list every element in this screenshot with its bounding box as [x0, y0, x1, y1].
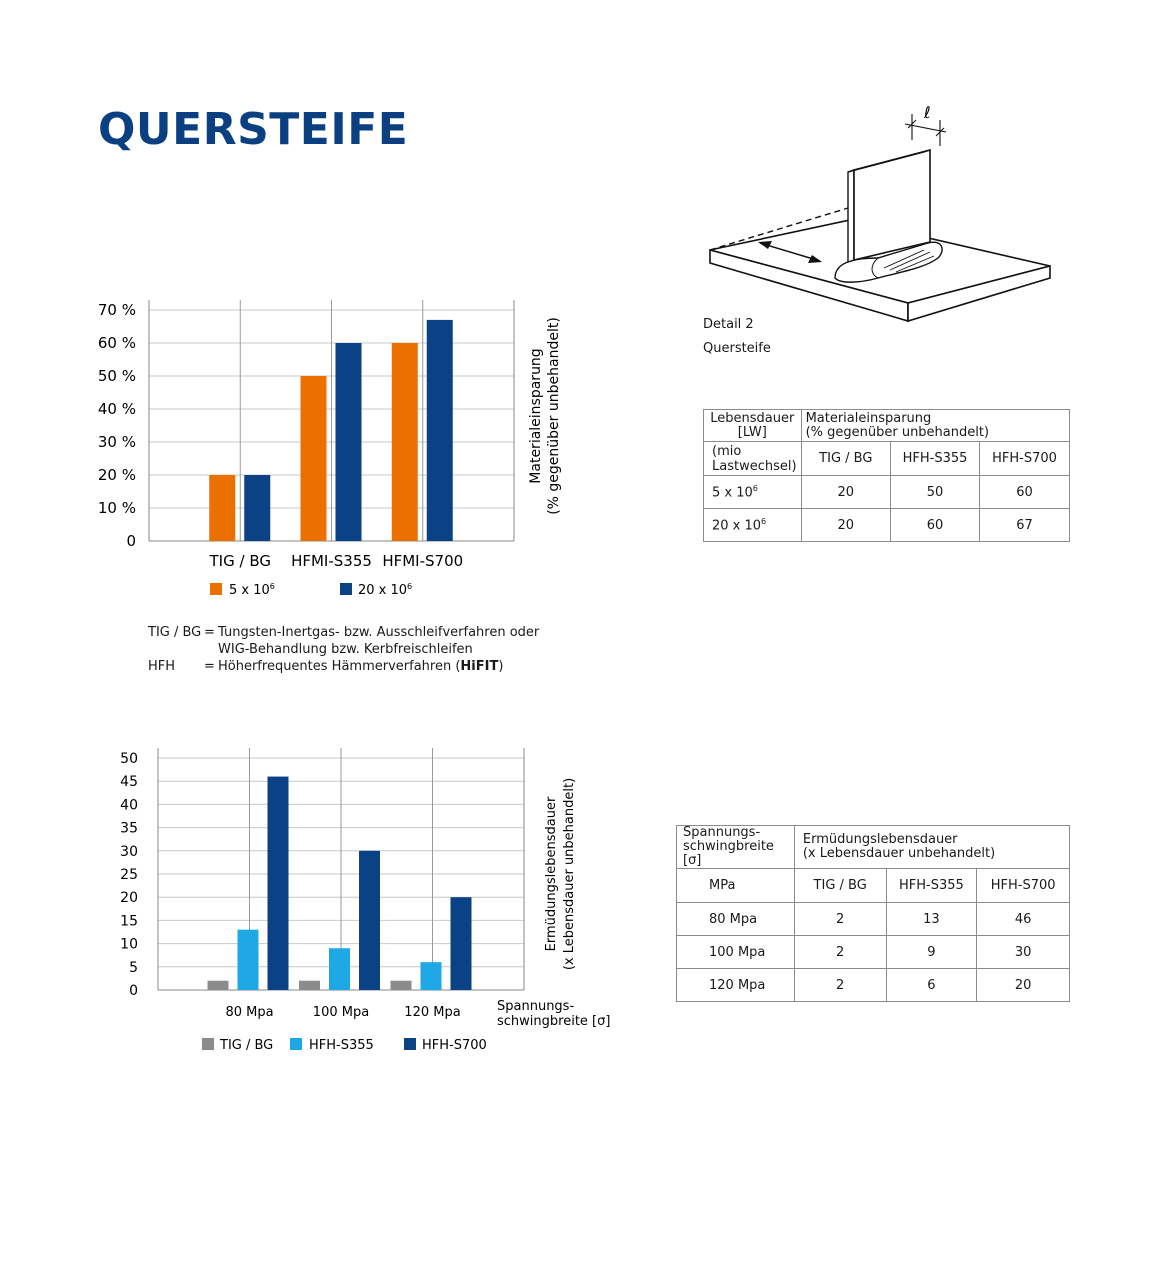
table2-col-header: TIG / BG — [794, 869, 886, 903]
chart2-bars — [208, 777, 472, 990]
bar — [268, 777, 289, 990]
y-tick-label: 70 % — [97, 301, 136, 319]
chart1-grid — [149, 300, 514, 541]
table-cell: 2 — [794, 969, 886, 1002]
table-row — [704, 476, 1070, 509]
table2-col-header: HFH-S355 — [886, 869, 977, 903]
table2-row-label: 100 Mpa — [677, 936, 795, 969]
chart1-y-ticks — [98, 301, 136, 550]
table1-col-header: HFH-S355 — [891, 442, 980, 476]
table-cell: 67 — [980, 509, 1070, 542]
table1-col-header: HFH-S700 — [980, 442, 1070, 476]
y-tick-label: 60 % — [97, 334, 136, 352]
note-tig — [148, 624, 558, 658]
chart1-y-axis-label-line1: Materialeinsparung — [528, 348, 544, 484]
bar — [208, 981, 229, 990]
detail-name: Quersteife — [703, 341, 771, 356]
chart2-x-axis-label-line2: schwingbreite [σ] — [497, 1014, 611, 1029]
bar — [244, 475, 270, 541]
y-tick-label: 50 % — [97, 367, 136, 385]
x-tick-label: 80 Mpa — [225, 1005, 274, 1020]
legend-label-20x10-6: 20 x $10^6$ — [358, 582, 413, 598]
chart2-x-ticks — [225, 1005, 460, 1020]
table-cell: 9 — [886, 936, 977, 969]
table1-row-label: 20 x $10^6$ — [704, 509, 802, 542]
y-tick-label: 0 — [126, 532, 136, 550]
table-row — [677, 969, 1070, 1002]
bar — [421, 962, 442, 990]
chart2-x-axis-label-line1: Spannungs- — [497, 999, 575, 1014]
legend-swatch-20x10-6 — [340, 583, 352, 595]
note-key: TIG / BG — [148, 625, 202, 640]
y-tick-label: 30 % — [97, 433, 136, 451]
x-tick-label: HFMI-S355 — [291, 552, 372, 570]
table2-header-fatigue: Ermüdungslebensdauer (x Lebensdauer unbehandelt) — [794, 826, 1069, 869]
legend-swatch-5x10-6 — [210, 583, 222, 595]
bar — [329, 948, 350, 990]
note-text: Höherfrequentes Hämmerverfahren (HiFIT) — [218, 659, 504, 674]
y-tick-label: 20 % — [97, 466, 136, 484]
bar — [301, 376, 327, 541]
table1-header-savings: Materialeinsparung (% gegenüber unbehandelt) — [801, 410, 1069, 442]
note-eq: = — [204, 625, 215, 640]
y-tick-label: 15 — [120, 913, 138, 930]
legend-swatch-tig-bg — [202, 1038, 214, 1050]
material-savings-chart — [80, 290, 580, 610]
bar — [391, 981, 412, 990]
table2-header-range: Spannungs- schwingbreite [σ] — [677, 826, 795, 869]
table2-col-header: HFH-S700 — [977, 869, 1070, 903]
x-tick-label: HFMI-S700 — [382, 552, 464, 570]
table-cell: 6 — [886, 969, 977, 1002]
table-cell: 13 — [886, 903, 977, 936]
y-tick-label: 10 — [120, 936, 138, 953]
table2-row-label: 80 Mpa — [677, 903, 795, 936]
table-cell: 46 — [977, 903, 1070, 936]
y-tick-label: 40 — [120, 797, 138, 814]
y-tick-label: 20 — [120, 890, 138, 907]
chart1-y-axis-label-line2: (% gegenüber unbehandelt) — [546, 317, 562, 515]
bar — [392, 343, 418, 541]
x-tick-label: 100 Mpa — [312, 1005, 370, 1020]
page-title: QUERSTEIFE — [98, 104, 409, 155]
fatigue-life-chart — [100, 738, 620, 1058]
y-tick-label: 10 % — [97, 499, 136, 517]
table-cell: 60 — [891, 509, 980, 542]
table-cell: 20 — [801, 476, 890, 509]
y-tick-label: 5 — [129, 959, 138, 976]
legend-swatch-hfh-s355 — [290, 1038, 302, 1050]
table2-row-label: 120 Mpa — [677, 969, 795, 1002]
fatigue-life-table — [676, 825, 1070, 1002]
table-row — [704, 509, 1070, 542]
bar — [336, 343, 362, 541]
note-eq: = — [204, 659, 215, 674]
legend-label-hfh-s355: HFH-S355 — [309, 1038, 374, 1053]
legend-label-hfh-s700: HFH-S700 — [422, 1038, 487, 1053]
table-row — [677, 936, 1070, 969]
table-cell: 60 — [980, 476, 1070, 509]
y-tick-label: 35 — [120, 820, 138, 837]
material-savings-table — [703, 409, 1070, 542]
detail-caption — [703, 313, 771, 361]
table1-header-unit: (mio Lastwechsel) — [704, 442, 802, 476]
table-cell: 30 — [977, 936, 1070, 969]
bar — [209, 475, 235, 541]
table1-col-header: TIG / BG — [801, 442, 890, 476]
y-tick-label: 30 — [120, 843, 138, 860]
weld-detail-illustration — [700, 100, 1060, 330]
x-tick-label: 120 Mpa — [404, 1005, 461, 1020]
table-cell: 50 — [891, 476, 980, 509]
table1-row-label: 5 x $10^6$ — [704, 476, 802, 509]
y-tick-label: 0 — [129, 983, 138, 999]
legend-swatch-hfh-s700 — [404, 1038, 416, 1050]
table-row — [677, 903, 1070, 936]
bar — [299, 981, 320, 990]
y-tick-label: 45 — [120, 774, 138, 791]
table-cell: 2 — [794, 936, 886, 969]
legend-label-5x10-6: 5 x $10^6$ — [229, 582, 275, 598]
legend-label-tig-bg: TIG / BG — [220, 1038, 274, 1053]
bar — [427, 320, 453, 541]
note-key: HFH — [148, 659, 176, 674]
table-cell: 2 — [794, 903, 886, 936]
table2-header-unit: MPa — [677, 869, 795, 903]
note-hfh — [148, 658, 558, 675]
chart2-y-axis-label-line1: Ermüdungslebensdauer — [544, 796, 559, 952]
abbreviation-notes — [148, 624, 558, 675]
y-tick-label: 40 % — [97, 400, 136, 418]
bar — [451, 897, 472, 990]
chart1-x-ticks — [209, 552, 464, 570]
table-cell: 20 — [801, 509, 890, 542]
table1-header-life: Lebensdauer [LW] — [704, 410, 802, 442]
x-tick-label: TIG / BG — [209, 552, 271, 570]
table-cell: 20 — [977, 969, 1070, 1002]
note-text: Tungsten-Inertgas- bzw. Ausschleifverfahren oder WIG-Behandlung bzw. Kerbfreischleifen — [218, 625, 540, 657]
dimension-label: ℓ — [924, 103, 931, 122]
detail-number: Detail 2 — [703, 317, 754, 332]
y-tick-label: 50 — [120, 751, 138, 767]
chart2-y-ticks — [120, 751, 138, 999]
bar — [359, 851, 380, 990]
y-tick-label: 25 — [120, 867, 138, 883]
bar — [238, 930, 259, 990]
chart2-y-axis-label-line2: (x Lebensdauer unbehandelt) — [562, 777, 577, 971]
